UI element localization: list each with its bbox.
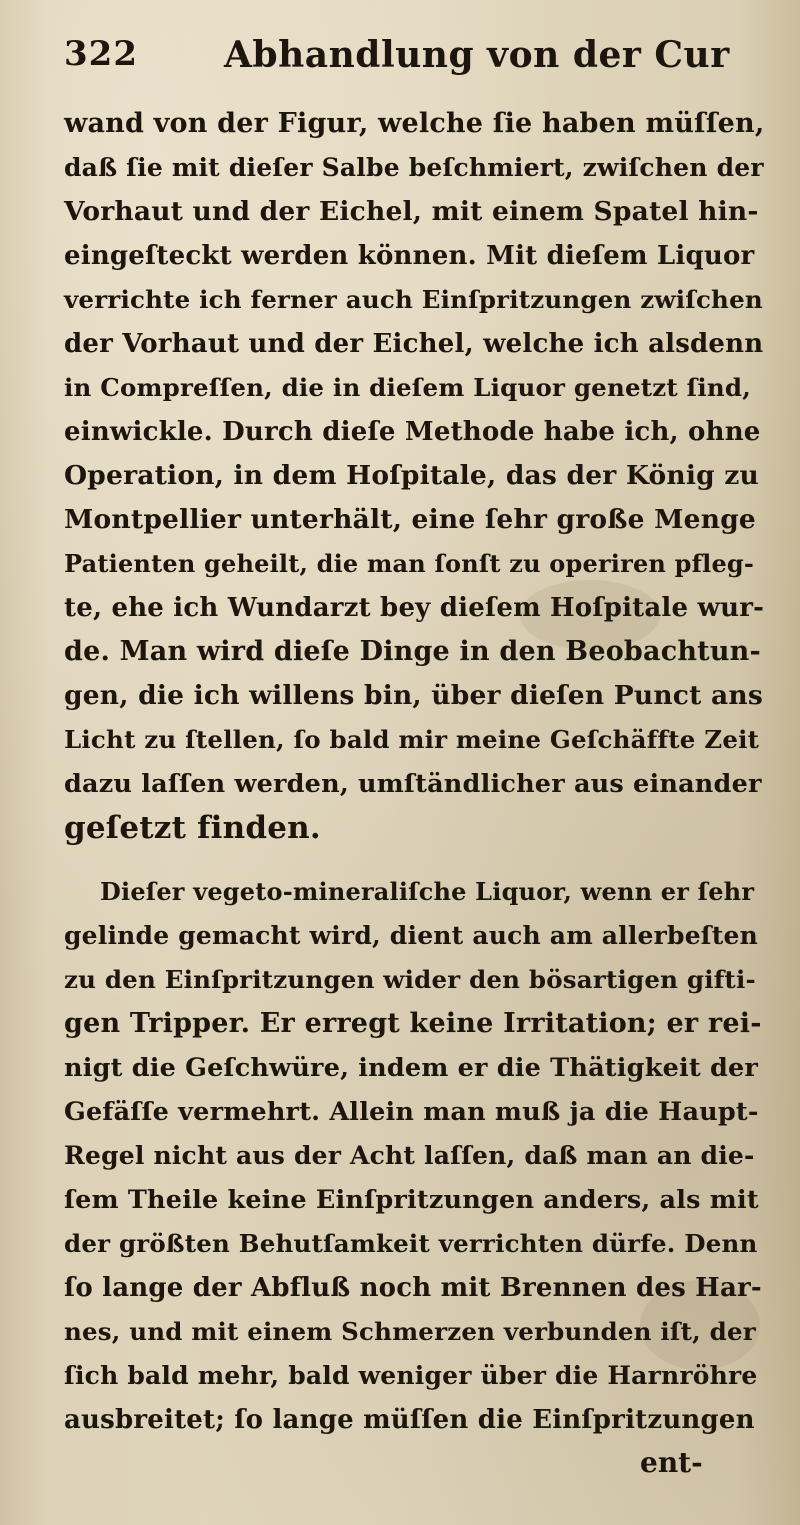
catchword: ent- [640,1446,703,1479]
text-line: geſetzt finden. [64,810,321,846]
text-line: ſich bald mehr, bald weniger über die Harnröhre [64,1361,758,1390]
text-line: wand von der Figur, welche ſie haben müſſen, [64,108,765,139]
text-line: eingeſteckt werden können. Mit dieſem Liquor [64,241,755,271]
text-line: gelinde gemacht wird, dient auch am allerbeſten [64,921,758,950]
text-line: Vorhaut und der Eichel, mit einem Spatel hin- [64,196,759,227]
text-line: verrichte ich ferner auch Einſpritzungen zwiſchen [64,285,763,314]
text-line: de. Man wird dieſe Dinge in den Beobachtun- [64,636,761,667]
text-line: ſo lange der Abfluß noch mit Brennen des Har- [64,1273,762,1303]
text-line: te, ehe ich Wundarzt bey dieſem Hoſpitale wur- [64,593,765,623]
page-header [64,24,744,80]
text-line: der Vorhaut und der Eichel, welche ich alsdenn [64,329,764,359]
text-line: Montpellier unterhält, eine ſehr große Menge [64,504,756,535]
text-line: Dieſer vegeto-mineraliſche Liquor, wenn er ſehr [100,877,755,906]
text-line: dazu laſſen werden, umſtändlicher aus einander [64,769,762,799]
text-line: Licht zu ſtellen, ſo bald mir meine Geſchäffte Zeit [64,725,760,754]
text-line: ausbreitet; ſo lange müſſen die Einſpritzungen [64,1405,755,1435]
text-line: gen, die ich willens bin, über dieſen Punct ans [64,680,763,711]
text-line: gen Tripper. Er erregt keine Irritation; er rei- [64,1008,762,1039]
text-line: zu den Einſpritzungen wider den bösartigen gifti- [64,965,756,994]
text-line: der größten Behutſamkeit verrichten dürfe. Denn [64,1229,758,1258]
text-line: Patienten geheilt, die man ſonſt zu operiren pfleg- [64,549,755,578]
text-line: ſem Theile keine Einſpritzungen anders, als mit [64,1185,759,1215]
running-title: Abhandlung von der Cur [224,34,730,76]
text-line: nigt die Geſchwüre, indem er die Thätigkeit der [64,1053,759,1083]
page-number: 322 [64,34,138,74]
text-line: Regel nicht aus der Acht laſſen, daß man an die- [64,1141,755,1170]
text-line: nes, und mit einem Schmerzen verbunden iſt, der [64,1317,756,1346]
text-line: daß ſie mit dieſer Salbe beſchmiert, zwiſchen der [64,153,764,182]
text-line: Operation, in dem Hoſpitale, das der König zu [64,460,759,491]
text-line: in Compreſſen, die in dieſem Liquor genetzt ſind, [64,373,751,402]
text-line: Gefäſſe vermehrt. Allein man muß ja die Haupt- [64,1097,759,1127]
text-line: einwickle. Durch dieſe Methode habe ich, ohne [64,417,761,447]
